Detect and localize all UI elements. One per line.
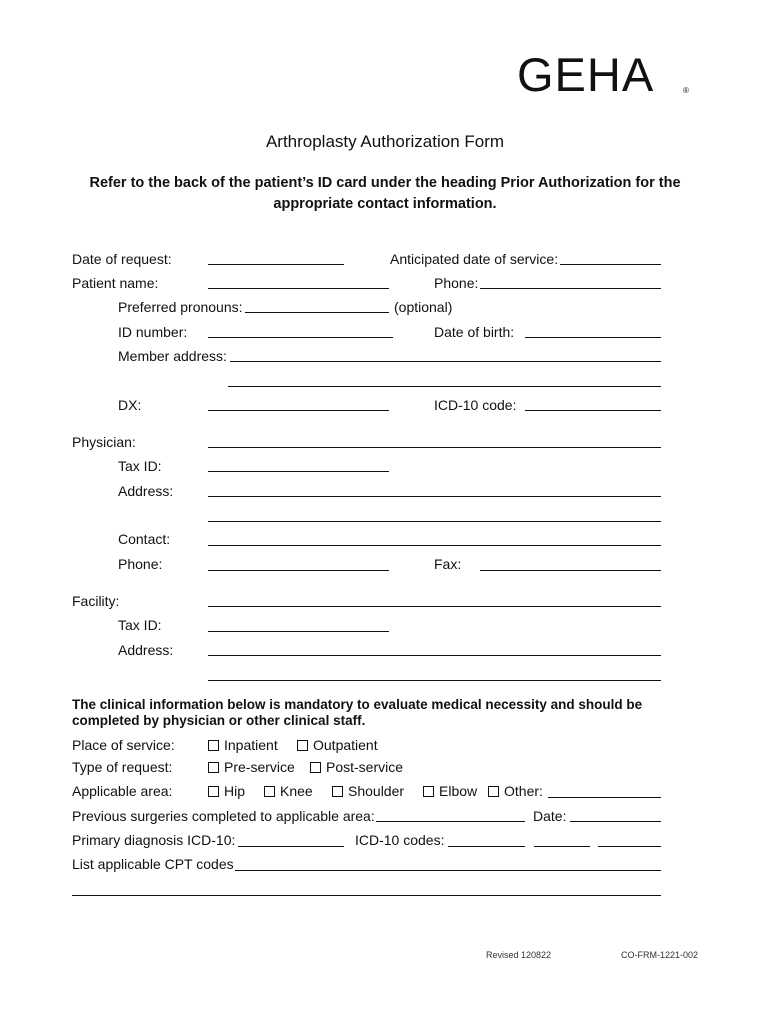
pre-service-option[interactable]: [208, 759, 295, 775]
physician-address-field-1[interactable]: [208, 496, 661, 497]
patient-phone-label: Phone:: [434, 275, 479, 291]
patient-name-field[interactable]: [208, 288, 389, 289]
facility-label: Facility:: [72, 593, 120, 609]
physician-fax-field[interactable]: [480, 570, 661, 571]
elbow-checkbox[interactable]: [423, 786, 434, 797]
instruction-text: Refer to the back of the patient’s ID card under the heading Prior Authorization for the appropriate contact information.: [89, 175, 681, 212]
physician-address-label: Address:: [118, 483, 174, 499]
pre-service-label: Pre-service: [224, 759, 295, 775]
inpatient-checkbox[interactable]: [208, 740, 219, 751]
surgery-date-field[interactable]: [570, 821, 661, 822]
revised-date: Revised 120822: [486, 950, 552, 960]
physician-fax-label: Fax:: [434, 556, 462, 572]
elbow-option[interactable]: [423, 783, 477, 799]
dx-field[interactable]: [208, 410, 389, 411]
previous-surgeries-label: Previous surgeries completed to applicable area:: [72, 808, 375, 824]
icd10-code-label: ICD-10 code:: [434, 397, 517, 413]
dob-label: Date of birth:: [434, 324, 515, 340]
icd10-codes-field-3[interactable]: [598, 846, 661, 847]
form-number: CO-FRM-1221-002: [621, 950, 699, 960]
knee-checkbox[interactable]: [264, 786, 275, 797]
facility-tax-id-field[interactable]: [208, 631, 389, 632]
primary-diagnosis-label: Primary diagnosis ICD-10:: [72, 832, 236, 848]
applicable-area-label: Applicable area:: [72, 783, 173, 799]
physician-phone-label: Phone:: [118, 556, 163, 572]
shoulder-option[interactable]: [332, 783, 404, 799]
registered-mark: ®: [683, 86, 689, 95]
shoulder-checkbox[interactable]: [332, 786, 343, 797]
knee-option[interactable]: [264, 783, 313, 799]
physician-field[interactable]: [208, 447, 661, 448]
inpatient-label: Inpatient: [224, 737, 278, 753]
other-label: Other:: [504, 783, 543, 799]
knee-label: Knee: [280, 783, 313, 799]
hip-option[interactable]: [208, 783, 245, 799]
place-of-service-label: Place of service:: [72, 737, 175, 753]
dob-field[interactable]: [525, 337, 661, 338]
elbow-label: Elbow: [439, 783, 478, 799]
physician-label: Physician:: [72, 434, 136, 450]
other-field[interactable]: [548, 797, 661, 798]
pronouns-label: Preferred pronouns:: [118, 299, 243, 315]
clinical-notice: The clinical information below is mandatory to evaluate medical necessity and should be completed by physician or other clinical staff.: [72, 697, 643, 728]
other-option[interactable]: [488, 783, 543, 799]
icd10-codes-field-2[interactable]: [534, 846, 590, 847]
cpt-codes-field-1[interactable]: [235, 870, 661, 871]
anticipated-date-label: Anticipated date of service:: [390, 251, 559, 267]
inpatient-option[interactable]: [208, 737, 278, 753]
facility-address-field-1[interactable]: [208, 655, 661, 656]
icd10-codes-label: ICD-10 codes:: [355, 832, 445, 848]
facility-address-label: Address:: [118, 642, 174, 658]
date-of-request-label: Date of request:: [72, 251, 172, 267]
facility-address-field-2[interactable]: [208, 680, 661, 681]
member-address-field-2[interactable]: [228, 386, 661, 387]
previous-surgeries-field[interactable]: [376, 821, 525, 822]
patient-phone-field[interactable]: [480, 288, 661, 289]
cpt-codes-field-2[interactable]: [72, 895, 661, 896]
post-service-checkbox[interactable]: [310, 762, 321, 773]
member-address-field-1[interactable]: [230, 361, 661, 362]
shoulder-label: Shoulder: [348, 783, 405, 799]
hip-checkbox[interactable]: [208, 786, 219, 797]
dx-label: DX:: [118, 397, 142, 413]
geha-logo: GEHA: [517, 48, 655, 101]
outpatient-checkbox[interactable]: [297, 740, 308, 751]
icd10-code-field[interactable]: [525, 410, 661, 411]
physician-tax-id-field[interactable]: [208, 471, 389, 472]
hip-label: Hip: [224, 783, 246, 799]
id-number-label: ID number:: [118, 324, 188, 340]
icd10-codes-field-1[interactable]: [448, 846, 525, 847]
post-service-option[interactable]: [310, 759, 403, 775]
id-number-field[interactable]: [208, 337, 393, 338]
pronouns-field[interactable]: [245, 312, 389, 313]
outpatient-option[interactable]: [297, 737, 378, 753]
primary-diagnosis-field[interactable]: [238, 846, 344, 847]
physician-contact-label: Contact:: [118, 531, 171, 547]
physician-contact-field[interactable]: [208, 545, 661, 546]
patient-name-label: Patient name:: [72, 275, 159, 291]
type-of-request-label: Type of request:: [72, 759, 173, 775]
physician-address-field-2[interactable]: [208, 521, 661, 522]
date-of-request-field[interactable]: [208, 264, 344, 265]
outpatient-label: Outpatient: [313, 737, 378, 753]
member-address-label: Member address:: [118, 348, 227, 364]
anticipated-date-field[interactable]: [560, 264, 661, 265]
cpt-codes-label: List applicable CPT codes: [72, 856, 234, 872]
form-title: Arthroplasty Authorization Form: [265, 132, 505, 151]
optional-note: (optional): [394, 299, 453, 315]
surgery-date-label: Date:: [533, 808, 567, 824]
other-checkbox[interactable]: [488, 786, 499, 797]
facility-tax-id-label: Tax ID:: [118, 617, 162, 633]
physician-tax-id-label: Tax ID:: [118, 458, 162, 474]
post-service-label: Post-service: [326, 759, 404, 775]
facility-field[interactable]: [208, 606, 661, 607]
pre-service-checkbox[interactable]: [208, 762, 219, 773]
physician-phone-field[interactable]: [208, 570, 389, 571]
